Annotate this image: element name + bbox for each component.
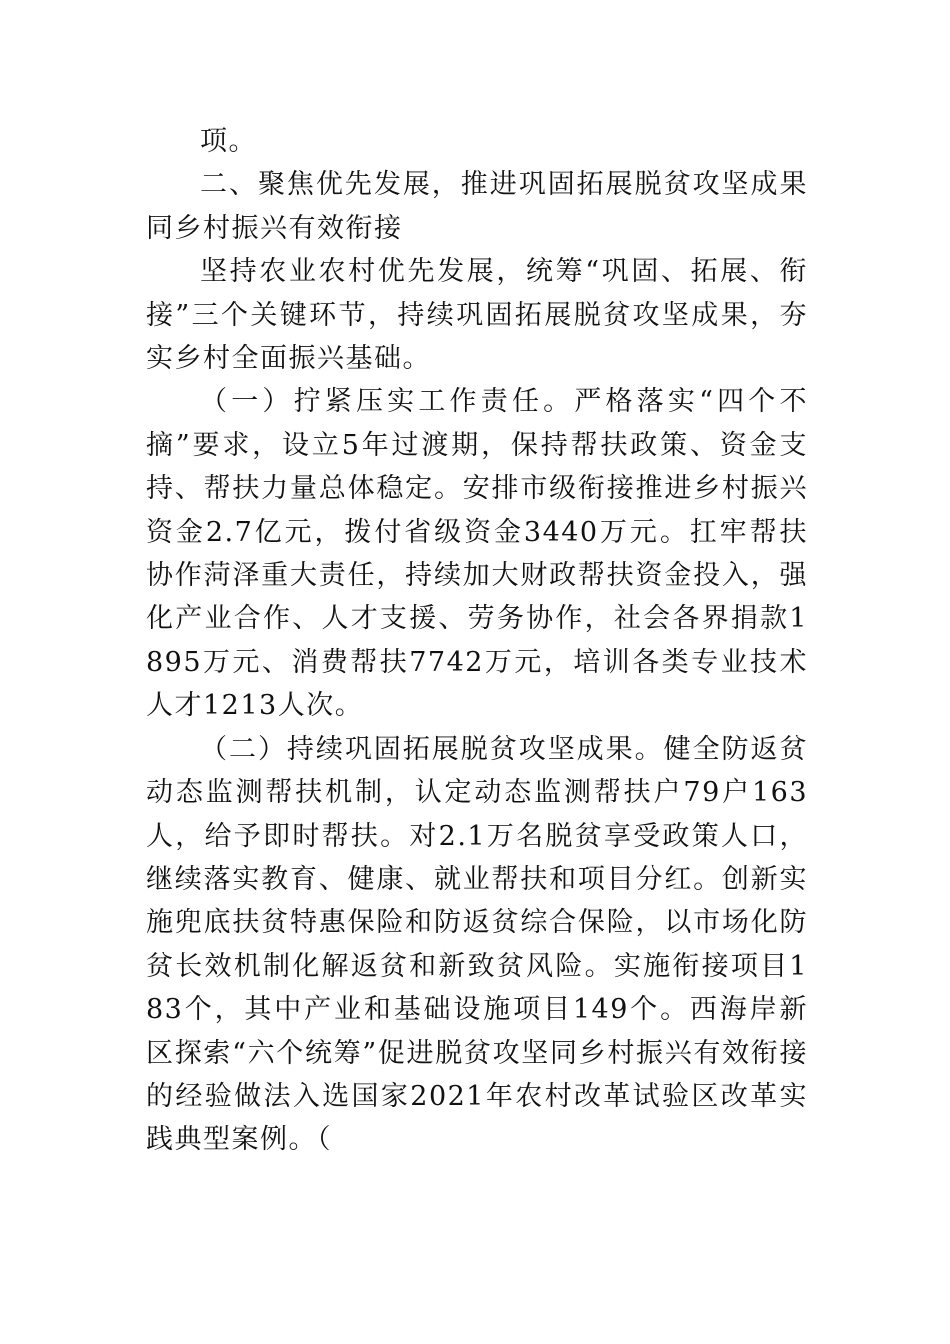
section-heading: 二、聚焦优先发展，推进巩固拓展脱贫攻坚成果同乡村振兴有效衔接 <box>146 169 808 244</box>
paragraph-intro: 坚持农业农村优先发展，统筹“巩固、拓展、衔接”三个关键环节，持续巩固拓展脱贫攻坚成果，夯实乡村全面振兴基础。 <box>146 256 808 375</box>
paragraph-item-2: （二）持续巩固拓展脱贫攻坚成果。健全防返贫动态监测帮扶机制，认定动态监测帮扶户79户163人，给予即时帮扶。对2.1万名脱贫享受政策人口，继续落实教育、健康、就业帮扶和项目分红。创新实施兜底扶贫特惠保险和防返贫综合保险，以市场化防贫长效机制化解返贫和新致贫风险。实施衔接项目183个，其中产业和基础设施项目149个。西海岸新区探索“六个统筹”促进脱贫攻坚同乡村振兴有效衔接的经验做法入选国家2021年农村改革试验区改革实践典型案例。（ <box>146 733 808 1156</box>
document-body <box>146 120 808 1162</box>
paragraph-continuation: 项。 <box>200 126 257 157</box>
paragraph-item-1: （一）拧紧压实工作责任。严格落实“四个不摘”要求，设立5年过渡期，保持帮扶政策、资金支持、帮扶力量总体稳定。安排市级衔接推进乡村振兴资金2.7亿元，拨付省级资金3440万元。扛牢帮扶协作菏泽重大责任，持续加大财政帮扶资金投入，强化产业合作、人才支援、劳务协作，社会各界捐款1895万元、消费帮扶7742万元，培训各类专业技术人才1213人次。 <box>146 386 808 722</box>
